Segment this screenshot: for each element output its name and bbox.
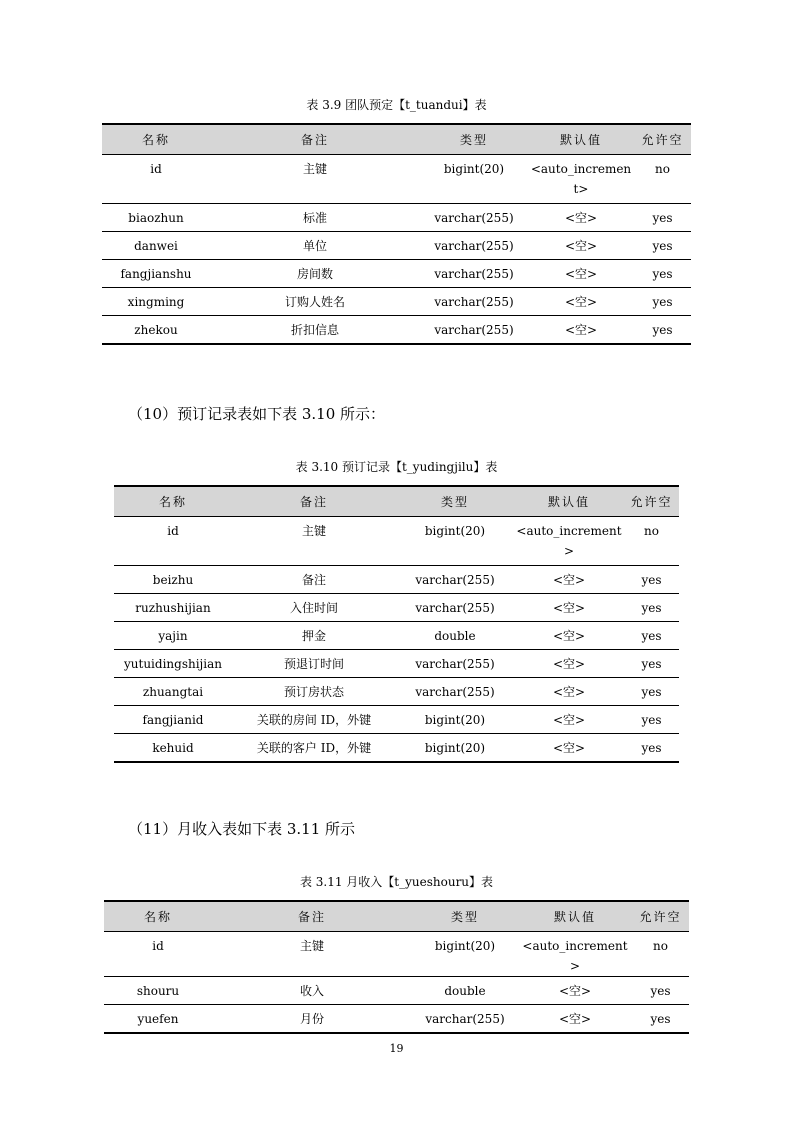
table-row	[114, 650, 679, 678]
cell: varchar(255)	[396, 678, 514, 706]
cell: <空>	[518, 1005, 632, 1034]
cell: <空>	[528, 204, 634, 232]
cell: yes	[624, 734, 679, 763]
cell: yuefen	[104, 1005, 212, 1034]
table-t-tuandui	[102, 123, 691, 345]
cell: <空>	[514, 734, 624, 763]
table-row	[102, 316, 691, 345]
cell: <空>	[514, 566, 624, 594]
cell: yes	[624, 622, 679, 650]
cell: <空>	[528, 260, 634, 288]
cell: <auto_increment>	[518, 932, 632, 977]
header-remark: 备注	[232, 486, 396, 517]
section-11-text: （11）月收入表如下表 3.11 所示	[128, 820, 356, 838]
cell: yes	[634, 288, 691, 316]
cell: <空>	[514, 706, 624, 734]
table-header-row	[104, 901, 689, 932]
cell: varchar(255)	[420, 204, 528, 232]
cell: varchar(255)	[396, 594, 514, 622]
table-row	[104, 1005, 689, 1034]
cell: bigint(20)	[396, 706, 514, 734]
cell: <空>	[528, 232, 634, 260]
table-row	[114, 706, 679, 734]
cell: varchar(255)	[396, 650, 514, 678]
cell: beizhu	[114, 566, 232, 594]
cell: yes	[624, 678, 679, 706]
cell: yes	[624, 566, 679, 594]
table-row	[104, 932, 689, 977]
table-caption-3-11: 表 3.11 月收入【t_yueshouru】表	[299, 875, 494, 889]
cell: yes	[634, 204, 691, 232]
cell: bigint(20)	[396, 734, 514, 763]
section-10-text: （10）预订记录表如下表 3.10 所示：	[128, 405, 386, 423]
page-number: 19	[389, 1042, 404, 1055]
cell: 标准	[210, 204, 420, 232]
cell: 订购人姓名	[210, 288, 420, 316]
cell: 折扣信息	[210, 316, 420, 345]
cell: id	[102, 155, 210, 204]
cell: double	[396, 622, 514, 650]
table-caption-3-9: 表 3.9 团队预定【t_tuandui】表	[306, 98, 487, 112]
cell: yes	[624, 650, 679, 678]
header-name: 名称	[104, 901, 212, 932]
cell: <空>	[528, 288, 634, 316]
cell: <空>	[514, 678, 624, 706]
table-row	[114, 734, 679, 763]
table-row	[102, 155, 691, 204]
cell: 预订房状态	[232, 678, 396, 706]
cell: yes	[634, 232, 691, 260]
table-row	[102, 260, 691, 288]
cell: yes	[634, 316, 691, 345]
cell: 预退订时间	[232, 650, 396, 678]
cell: ruzhushijian	[114, 594, 232, 622]
header-default: 默认值	[514, 486, 624, 517]
cell: fangjianid	[114, 706, 232, 734]
cell: bigint(20)	[420, 155, 528, 204]
header-type: 类型	[412, 901, 518, 932]
cell: double	[412, 977, 518, 1005]
cell: shouru	[104, 977, 212, 1005]
table-caption-3-10: 表 3.10 预订记录【t_yudingjilu】表	[295, 460, 498, 474]
table-row	[114, 594, 679, 622]
cell: fangjianshu	[102, 260, 210, 288]
cell: 入住时间	[232, 594, 396, 622]
cell: bigint(20)	[412, 932, 518, 977]
table-row	[104, 977, 689, 1005]
cell: kehuid	[114, 734, 232, 763]
cell: 备注	[232, 566, 396, 594]
cell: id	[114, 517, 232, 566]
table-row	[102, 288, 691, 316]
cell: <auto_increment>	[514, 517, 624, 566]
table-header-row	[102, 124, 691, 155]
cell: varchar(255)	[420, 232, 528, 260]
cell: 关联的客户 ID，外键	[232, 734, 396, 763]
cell: yes	[634, 260, 691, 288]
cell: biaozhun	[102, 204, 210, 232]
header-type: 类型	[396, 486, 514, 517]
cell: no	[634, 155, 691, 204]
cell: <空>	[514, 622, 624, 650]
cell: <空>	[514, 594, 624, 622]
cell: xingming	[102, 288, 210, 316]
cell: id	[104, 932, 212, 977]
header-nullable: 允许空	[632, 901, 689, 932]
cell: no	[632, 932, 689, 977]
header-nullable: 允许空	[634, 124, 691, 155]
header-type: 类型	[420, 124, 528, 155]
table-row	[114, 517, 679, 566]
cell: 单位	[210, 232, 420, 260]
table-t-yudingjilu	[114, 485, 679, 763]
cell: <空>	[518, 977, 632, 1005]
table-row	[114, 566, 679, 594]
cell: varchar(255)	[420, 288, 528, 316]
header-remark: 备注	[212, 901, 412, 932]
cell: 房间数	[210, 260, 420, 288]
cell: zhuangtai	[114, 678, 232, 706]
header-nullable: 允许空	[624, 486, 679, 517]
table-row	[114, 622, 679, 650]
cell: 主键	[232, 517, 396, 566]
cell: yutuidingshijian	[114, 650, 232, 678]
cell: <auto_increment>	[528, 155, 634, 204]
cell: yajin	[114, 622, 232, 650]
header-remark: 备注	[210, 124, 420, 155]
cell: <空>	[514, 650, 624, 678]
cell: varchar(255)	[396, 566, 514, 594]
cell: varchar(255)	[420, 260, 528, 288]
cell: zhekou	[102, 316, 210, 345]
table-header-row	[114, 486, 679, 517]
header-name: 名称	[114, 486, 232, 517]
cell: bigint(20)	[396, 517, 514, 566]
cell: no	[624, 517, 679, 566]
cell: yes	[624, 706, 679, 734]
cell: yes	[632, 1005, 689, 1034]
table-t-yueshouru	[104, 900, 689, 1034]
table-row	[102, 232, 691, 260]
table-row	[114, 678, 679, 706]
cell: 关联的房间 ID，外键	[232, 706, 396, 734]
cell: 收入	[212, 977, 412, 1005]
cell: 月份	[212, 1005, 412, 1034]
table-row	[102, 204, 691, 232]
cell: 押金	[232, 622, 396, 650]
cell: 主键	[210, 155, 420, 204]
header-default: 默认值	[528, 124, 634, 155]
cell: yes	[632, 977, 689, 1005]
cell: yes	[624, 594, 679, 622]
cell: <空>	[528, 316, 634, 345]
cell: danwei	[102, 232, 210, 260]
header-default: 默认值	[518, 901, 632, 932]
cell: 主键	[212, 932, 412, 977]
cell: varchar(255)	[412, 1005, 518, 1034]
header-name: 名称	[102, 124, 210, 155]
cell: varchar(255)	[420, 316, 528, 345]
